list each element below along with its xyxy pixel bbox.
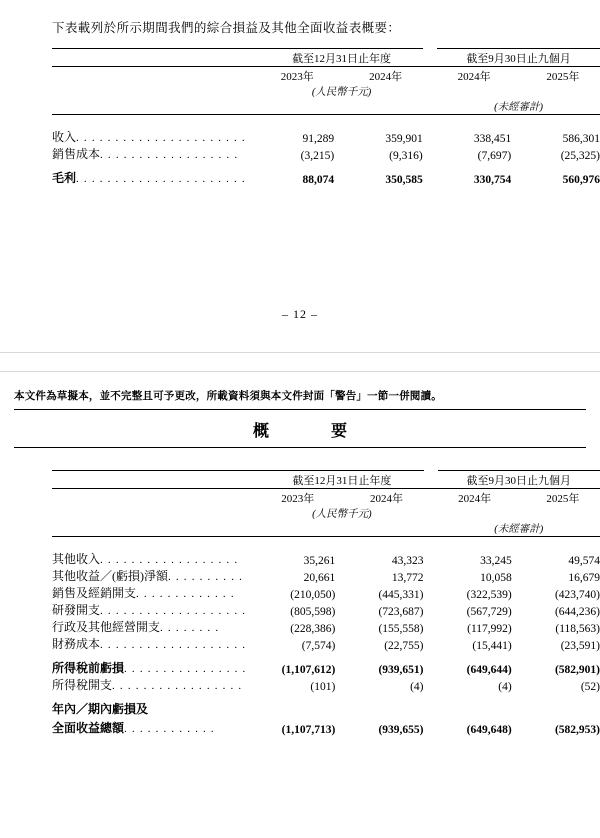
row-value: (445,331) xyxy=(378,589,424,601)
table-row xyxy=(52,618,600,635)
section-title-rule xyxy=(14,447,586,448)
row-label: 所得稅前虧損 xyxy=(52,661,125,675)
row-value: 10,058 xyxy=(480,572,512,584)
table-row xyxy=(52,567,600,584)
header-year-1: 2023年 xyxy=(281,493,315,505)
row-dots: . . . . . . . . . . . . . . . . . . . xyxy=(100,605,247,617)
header-group-right: 截至9月30日止九個月 xyxy=(466,475,572,487)
row-value: (4) xyxy=(498,681,512,693)
row-dots: . . . . . . . . . . . . . . . . . . . xyxy=(100,639,247,651)
row-value: (9,316) xyxy=(389,150,423,162)
table-header-years xyxy=(52,68,600,84)
row-value: (101) xyxy=(310,681,336,693)
row-dots: . . . . . . . . . . . . . . . . . . xyxy=(100,554,239,566)
total-value: (649,648) xyxy=(466,724,512,736)
summary-table-1 xyxy=(52,48,600,186)
header-group-left: 截至12月31日止年度 xyxy=(292,475,392,487)
table-row xyxy=(52,145,600,162)
row-dots: . . . . . . . . xyxy=(160,622,220,634)
row-label: 其他收入 xyxy=(52,552,101,566)
row-value: (23,591) xyxy=(560,640,600,652)
table-row xyxy=(52,601,600,618)
intro-paragraph: 下表載列於所示期間我們的綜合損益及其他全面收益表概要： xyxy=(52,21,401,35)
table-row xyxy=(52,676,600,693)
table-row xyxy=(52,128,600,145)
header-year-1: 2023年 xyxy=(280,71,314,83)
header-year-4: 2025年 xyxy=(546,71,580,83)
row-label: 收入 xyxy=(52,130,77,144)
header-group-right: 截至9月30日止九個月 xyxy=(466,53,571,65)
row-value: 338,451 xyxy=(473,133,512,145)
row-value: 35,261 xyxy=(303,555,336,567)
row-label: 銷售及經銷開支 xyxy=(52,586,137,600)
row-value: (7,697) xyxy=(477,150,512,162)
row-value: (939,651) xyxy=(378,664,424,676)
audit-note: (未經審計) xyxy=(494,102,544,113)
row-label: 所得稅開支 xyxy=(52,678,113,692)
row-value: (567,729) xyxy=(466,606,512,618)
draft-warning-note: 本文件為草擬本，並不完整且可予更改，所載資料須與本文件封面「警告」一節一併閱讀。 xyxy=(14,391,442,402)
row-value: (117,992) xyxy=(467,623,512,635)
row-value: 560,976 xyxy=(562,174,600,186)
row-label: 其他收益／(虧損)淨額 xyxy=(52,569,168,583)
row-label: 銷售成本 xyxy=(52,147,101,161)
row-value: (423,740) xyxy=(554,589,600,601)
page-number: – 12 – xyxy=(282,307,318,321)
table-row xyxy=(52,659,600,676)
unit-note: (人民幣千元) xyxy=(312,509,372,520)
table-total-row xyxy=(52,717,600,736)
table-audit-note-row xyxy=(52,99,600,115)
table-row xyxy=(52,584,600,601)
header-year-2: 2024年 xyxy=(369,71,403,83)
row-value: 359,901 xyxy=(385,133,423,145)
row-value: 13,772 xyxy=(391,572,424,584)
row-value: (805,598) xyxy=(290,606,336,618)
total-label-line2: 全面收益總額 xyxy=(52,721,125,735)
table-header-groups xyxy=(52,50,600,67)
row-value: 350,585 xyxy=(385,174,423,186)
row-value: (15,441) xyxy=(472,640,512,652)
page-separator xyxy=(0,352,600,372)
total-value: (1,107,713) xyxy=(281,724,336,736)
row-value: (322,539) xyxy=(466,589,512,601)
table-row xyxy=(52,169,600,186)
row-value: (118,563) xyxy=(555,623,600,635)
row-label: 財務成本 xyxy=(52,637,101,651)
row-dots: . . . . . . . . . . . . . . . . xyxy=(124,663,247,675)
header-year-3: 2024年 xyxy=(458,493,492,505)
table-audit-note-row xyxy=(52,521,600,537)
row-value: 88,074 xyxy=(302,174,335,186)
row-dots: . . . . . . . . . . . . xyxy=(124,723,215,735)
row-dots: . . . . . . . . . . . . . . . . . xyxy=(112,680,243,692)
row-value: 16,679 xyxy=(568,572,600,584)
row-value: 586,301 xyxy=(562,133,600,145)
header-year-4: 2025年 xyxy=(546,493,580,505)
total-value: (582,953) xyxy=(554,724,600,736)
row-label: 毛利 xyxy=(52,171,77,185)
summary-table-2 xyxy=(52,470,600,736)
draft-note-rule xyxy=(14,409,586,410)
row-value: (649,644) xyxy=(466,664,512,676)
row-value: 330,754 xyxy=(473,174,512,186)
table-total-row-line1 xyxy=(52,700,600,717)
total-label-line1: 年內／期內虧損及 xyxy=(52,702,149,716)
row-value: 20,661 xyxy=(303,572,336,584)
row-value: (155,558) xyxy=(378,623,424,635)
row-value: (210,050) xyxy=(290,589,336,601)
row-value: (3,215) xyxy=(300,150,335,162)
section-title: 概 要 xyxy=(252,423,357,440)
row-value: 49,574 xyxy=(568,555,600,567)
row-value: 91,289 xyxy=(302,133,335,145)
row-value: (228,386) xyxy=(290,623,336,635)
row-dots: . . . . . . . . . . . . . xyxy=(136,588,235,600)
row-dots: . . . . . . . . . . . . . . . . . . . . . . xyxy=(76,132,246,144)
row-dots: . . . . . . . . . . . . . . . . . . xyxy=(100,149,239,161)
row-value: (723,687) xyxy=(378,606,424,618)
row-dots: . . . . . . . . . . xyxy=(168,571,244,583)
total-value: (939,655) xyxy=(378,724,424,736)
table-unit-note-row xyxy=(52,506,600,521)
row-value: (22,755) xyxy=(384,640,424,652)
row-value: (7,574) xyxy=(301,640,336,652)
table-unit-note-row xyxy=(52,84,600,99)
header-year-3: 2024年 xyxy=(457,71,491,83)
table-header-groups xyxy=(52,472,600,489)
row-value: (4) xyxy=(410,681,424,693)
header-group-left: 截至12月31日止年度 xyxy=(292,53,392,65)
row-value: (644,236) xyxy=(554,606,600,618)
row-value: 43,323 xyxy=(391,555,424,567)
audit-note: (未經審計) xyxy=(494,524,544,535)
unit-note: (人民幣千元) xyxy=(311,87,372,98)
table-row xyxy=(52,550,600,567)
header-year-2: 2024年 xyxy=(369,493,403,505)
row-value: (1,107,612) xyxy=(281,664,336,676)
row-value: 33,245 xyxy=(480,555,512,567)
row-label: 研發開支 xyxy=(52,603,101,617)
row-value: (25,325) xyxy=(560,150,600,162)
row-value: (582,901) xyxy=(554,664,600,676)
row-value: (52) xyxy=(580,681,600,693)
table-header-years xyxy=(52,490,600,506)
table-row xyxy=(52,635,600,652)
row-dots: . . . . . . . . . . . . . . . . . . . . . . xyxy=(76,173,246,185)
row-label: 行政及其他經營開支 xyxy=(52,620,161,634)
